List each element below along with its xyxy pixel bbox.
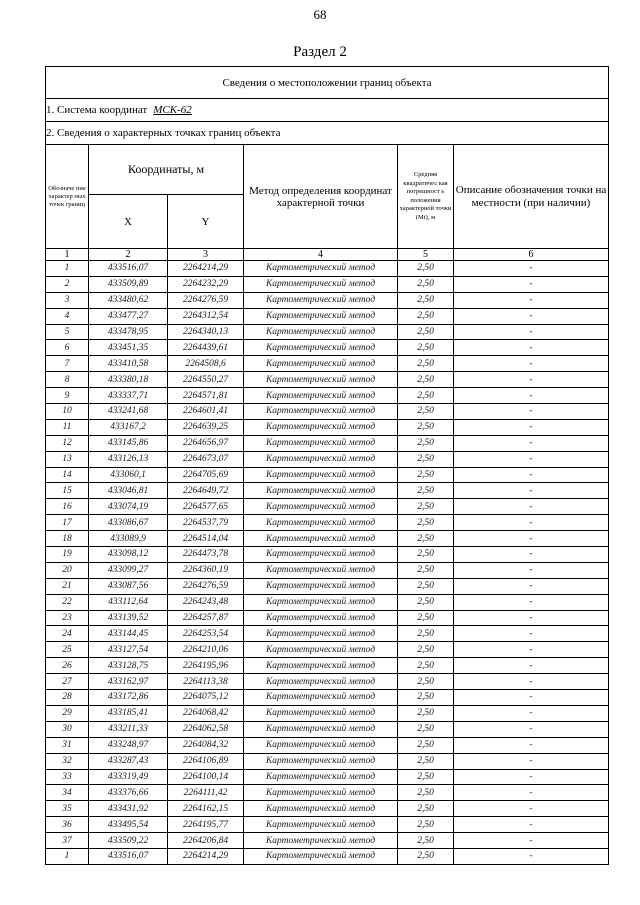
- description-cell: -: [454, 404, 609, 420]
- table-row: [46, 451, 609, 467]
- table-row: [46, 308, 609, 324]
- coordinate-system-label: 1. Система координат: [46, 104, 148, 116]
- accuracy-cell: 2,50: [398, 705, 454, 721]
- y-coordinate-cell: 2264514,04: [168, 531, 244, 547]
- method-cell: Картометрический метод: [244, 801, 398, 817]
- x-coordinate-cell: 433211,33: [89, 721, 168, 737]
- accuracy-cell: 2,50: [398, 435, 454, 451]
- table-row: [46, 324, 609, 340]
- method-cell: Картометрический метод: [244, 817, 398, 833]
- description-cell: -: [454, 547, 609, 563]
- y-coordinate-cell: 2264195,96: [168, 658, 244, 674]
- description-cell: -: [454, 737, 609, 753]
- method-cell: Картометрический метод: [244, 388, 398, 404]
- method-cell: Картометрический метод: [244, 737, 398, 753]
- y-coordinate-cell: 2264111,42: [168, 785, 244, 801]
- point-number-cell: 27: [46, 674, 89, 690]
- x-coordinate-cell: 433046,81: [89, 483, 168, 499]
- table-row: [46, 833, 609, 849]
- x-coordinate-cell: 433139,52: [89, 610, 168, 626]
- coordinate-system-value: МСК-62: [153, 104, 192, 116]
- point-number-cell: 7: [46, 356, 89, 372]
- x-coordinate-cell: 433172,86: [89, 690, 168, 706]
- method-cell: Картометрический метод: [244, 594, 398, 610]
- y-coordinate-cell: 2264084,32: [168, 737, 244, 753]
- y-coordinate-cell: 2264232,29: [168, 276, 244, 292]
- accuracy-cell: 2,50: [398, 690, 454, 706]
- table-row: [46, 547, 609, 563]
- table-row: [46, 610, 609, 626]
- y-coordinate-cell: 2264439,61: [168, 340, 244, 356]
- description-cell: -: [454, 594, 609, 610]
- method-cell: Картометрический метод: [244, 483, 398, 499]
- point-number-cell: 31: [46, 737, 89, 753]
- table-row: [46, 404, 609, 420]
- y-coordinate-cell: 2264210,06: [168, 642, 244, 658]
- accuracy-cell: 2,50: [398, 721, 454, 737]
- point-number-cell: 29: [46, 705, 89, 721]
- method-cell: Картометрический метод: [244, 562, 398, 578]
- header-description: Описание обозначения точки на местности (при наличии): [454, 145, 609, 249]
- y-coordinate-cell: 2264601,41: [168, 404, 244, 420]
- description-cell: -: [454, 308, 609, 324]
- y-coordinate-cell: 2264537,79: [168, 515, 244, 531]
- x-coordinate-cell: 433112,64: [89, 594, 168, 610]
- accuracy-cell: 2,50: [398, 419, 454, 435]
- x-coordinate-cell: 433337,71: [89, 388, 168, 404]
- table-row: [46, 356, 609, 372]
- accuracy-cell: 2,50: [398, 610, 454, 626]
- accuracy-cell: 2,50: [398, 547, 454, 563]
- method-cell: Картометрический метод: [244, 833, 398, 849]
- table-row: [46, 261, 609, 277]
- y-coordinate-cell: 2264473,78: [168, 547, 244, 563]
- table-row: [46, 340, 609, 356]
- accuracy-cell: 2,50: [398, 642, 454, 658]
- method-cell: Картометрический метод: [244, 292, 398, 308]
- x-coordinate-cell: 433128,75: [89, 658, 168, 674]
- x-coordinate-cell: 433185,41: [89, 705, 168, 721]
- table-row: [46, 785, 609, 801]
- method-cell: Картометрический метод: [244, 451, 398, 467]
- point-number-cell: 28: [46, 690, 89, 706]
- accuracy-cell: 2,50: [398, 499, 454, 515]
- point-number-cell: 15: [46, 483, 89, 499]
- y-coordinate-cell: 2264062,58: [168, 721, 244, 737]
- y-coordinate-cell: 2264673,07: [168, 451, 244, 467]
- description-cell: -: [454, 419, 609, 435]
- accuracy-cell: 2,50: [398, 817, 454, 833]
- column-number: 3: [168, 249, 244, 261]
- method-cell: Картометрический метод: [244, 324, 398, 340]
- point-number-cell: 25: [46, 642, 89, 658]
- table-row: [46, 562, 609, 578]
- header-coordinates: Координаты, м: [89, 145, 244, 195]
- accuracy-cell: 2,50: [398, 292, 454, 308]
- method-cell: Картометрический метод: [244, 690, 398, 706]
- point-number-cell: 23: [46, 610, 89, 626]
- table-title: Сведения о местоположении границ объекта: [46, 67, 609, 99]
- accuracy-cell: 2,50: [398, 276, 454, 292]
- y-coordinate-cell: 2264312,54: [168, 308, 244, 324]
- y-coordinate-cell: 2264550,27: [168, 372, 244, 388]
- description-cell: -: [454, 499, 609, 515]
- method-cell: Картометрический метод: [244, 769, 398, 785]
- header-method: Метод определения координат характерной точки: [244, 145, 398, 249]
- table-row: [46, 642, 609, 658]
- description-cell: -: [454, 769, 609, 785]
- description-cell: -: [454, 801, 609, 817]
- column-number: 1: [46, 249, 89, 261]
- table-row: [46, 737, 609, 753]
- header-point-designation: Обозначе ние характер ных точек границ: [46, 145, 89, 249]
- column-number: 5: [398, 249, 454, 261]
- point-number-cell: 26: [46, 658, 89, 674]
- y-coordinate-cell: 2264106,89: [168, 753, 244, 769]
- accuracy-cell: 2,50: [398, 483, 454, 499]
- accuracy-cell: 2,50: [398, 356, 454, 372]
- accuracy-cell: 2,50: [398, 388, 454, 404]
- y-coordinate-cell: 2264253,54: [168, 626, 244, 642]
- description-cell: -: [454, 435, 609, 451]
- method-cell: Картометрический метод: [244, 372, 398, 388]
- description-cell: -: [454, 690, 609, 706]
- table-row: [46, 594, 609, 610]
- y-coordinate-cell: 2264276,59: [168, 578, 244, 594]
- x-coordinate-cell: 433098,12: [89, 547, 168, 563]
- accuracy-cell: 2,50: [398, 594, 454, 610]
- x-coordinate-cell: 433451,35: [89, 340, 168, 356]
- x-coordinate-cell: 433126,13: [89, 451, 168, 467]
- y-coordinate-cell: 2264162,15: [168, 801, 244, 817]
- point-number-cell: 4: [46, 308, 89, 324]
- coordinate-system-row: [46, 99, 609, 122]
- description-cell: -: [454, 372, 609, 388]
- accuracy-cell: 2,50: [398, 658, 454, 674]
- description-cell: -: [454, 451, 609, 467]
- method-cell: Картометрический метод: [244, 610, 398, 626]
- method-cell: Картометрический метод: [244, 261, 398, 277]
- method-cell: Картометрический метод: [244, 467, 398, 483]
- y-coordinate-cell: 2264649,72: [168, 483, 244, 499]
- description-cell: -: [454, 848, 609, 864]
- x-coordinate-cell: 433241,68: [89, 404, 168, 420]
- point-number-cell: 17: [46, 515, 89, 531]
- accuracy-cell: 2,50: [398, 340, 454, 356]
- accuracy-cell: 2,50: [398, 833, 454, 849]
- table-row: [46, 769, 609, 785]
- table-row: [46, 372, 609, 388]
- section-title: Раздел 2: [293, 44, 347, 60]
- method-cell: Картометрический метод: [244, 658, 398, 674]
- y-coordinate-cell: 2264113,38: [168, 674, 244, 690]
- table-row: [46, 578, 609, 594]
- boundary-points-table: [45, 66, 609, 865]
- point-number-cell: 2: [46, 276, 89, 292]
- description-cell: -: [454, 483, 609, 499]
- method-cell: Картометрический метод: [244, 578, 398, 594]
- description-cell: -: [454, 531, 609, 547]
- point-number-cell: 24: [46, 626, 89, 642]
- x-coordinate-cell: 433086,67: [89, 515, 168, 531]
- description-cell: -: [454, 833, 609, 849]
- description-cell: -: [454, 340, 609, 356]
- accuracy-cell: 2,50: [398, 785, 454, 801]
- x-coordinate-cell: 433248,97: [89, 737, 168, 753]
- x-coordinate-cell: 433380,18: [89, 372, 168, 388]
- accuracy-cell: 2,50: [398, 372, 454, 388]
- method-cell: Картометрический метод: [244, 705, 398, 721]
- point-number-cell: 5: [46, 324, 89, 340]
- y-coordinate-cell: 2264075,12: [168, 690, 244, 706]
- accuracy-cell: 2,50: [398, 737, 454, 753]
- x-coordinate-cell: 433287,43: [89, 753, 168, 769]
- x-coordinate-cell: 433516,07: [89, 261, 168, 277]
- description-cell: -: [454, 515, 609, 531]
- description-cell: -: [454, 292, 609, 308]
- point-number-cell: 9: [46, 388, 89, 404]
- x-coordinate-cell: 433516,07: [89, 848, 168, 864]
- method-cell: Картометрический метод: [244, 404, 398, 420]
- accuracy-cell: 2,50: [398, 626, 454, 642]
- point-number-cell: 14: [46, 467, 89, 483]
- method-cell: Картометрический метод: [244, 419, 398, 435]
- description-cell: -: [454, 626, 609, 642]
- point-number-cell: 3: [46, 292, 89, 308]
- x-coordinate-cell: 433089,9: [89, 531, 168, 547]
- point-number-cell: 12: [46, 435, 89, 451]
- method-cell: Картометрический метод: [244, 753, 398, 769]
- point-number-cell: 21: [46, 578, 89, 594]
- y-coordinate-cell: 2264360,19: [168, 562, 244, 578]
- method-cell: Картометрический метод: [244, 356, 398, 372]
- accuracy-cell: 2,50: [398, 467, 454, 483]
- table-row: [46, 499, 609, 515]
- y-coordinate-cell: 2264214,29: [168, 261, 244, 277]
- method-cell: Картометрический метод: [244, 435, 398, 451]
- table-row: [46, 848, 609, 864]
- description-cell: -: [454, 705, 609, 721]
- description-cell: -: [454, 642, 609, 658]
- accuracy-cell: 2,50: [398, 769, 454, 785]
- point-number-cell: 36: [46, 817, 89, 833]
- description-cell: -: [454, 753, 609, 769]
- x-coordinate-cell: 433167,2: [89, 419, 168, 435]
- description-cell: -: [454, 261, 609, 277]
- accuracy-cell: 2,50: [398, 801, 454, 817]
- table-row: [46, 721, 609, 737]
- accuracy-cell: 2,50: [398, 308, 454, 324]
- accuracy-cell: 2,50: [398, 848, 454, 864]
- accuracy-cell: 2,50: [398, 674, 454, 690]
- y-coordinate-cell: 2264214,29: [168, 848, 244, 864]
- y-coordinate-cell: 2264243,48: [168, 594, 244, 610]
- y-coordinate-cell: 2264577,65: [168, 499, 244, 515]
- table-row: [46, 705, 609, 721]
- point-number-cell: 16: [46, 499, 89, 515]
- accuracy-cell: 2,50: [398, 562, 454, 578]
- point-number-cell: 6: [46, 340, 89, 356]
- description-cell: -: [454, 785, 609, 801]
- x-coordinate-cell: 433099,27: [89, 562, 168, 578]
- x-coordinate-cell: 433477,27: [89, 308, 168, 324]
- y-coordinate-cell: 2264340,13: [168, 324, 244, 340]
- method-cell: Картометрический метод: [244, 340, 398, 356]
- column-number: 6: [454, 249, 609, 261]
- point-number-cell: 11: [46, 419, 89, 435]
- y-coordinate-cell: 2264639,25: [168, 419, 244, 435]
- table-row: [46, 515, 609, 531]
- x-coordinate-cell: 433509,89: [89, 276, 168, 292]
- method-cell: Картометрический метод: [244, 785, 398, 801]
- table-row: [46, 531, 609, 547]
- y-coordinate-cell: 2264206,84: [168, 833, 244, 849]
- x-coordinate-cell: 433162,97: [89, 674, 168, 690]
- table-row: [46, 817, 609, 833]
- description-cell: -: [454, 467, 609, 483]
- point-number-cell: 33: [46, 769, 89, 785]
- description-cell: -: [454, 610, 609, 626]
- y-coordinate-cell: 2264508,6: [168, 356, 244, 372]
- method-cell: Картометрический метод: [244, 642, 398, 658]
- description-cell: -: [454, 721, 609, 737]
- table-row: [46, 674, 609, 690]
- accuracy-cell: 2,50: [398, 531, 454, 547]
- method-cell: Картометрический метод: [244, 276, 398, 292]
- method-cell: Картометрический метод: [244, 626, 398, 642]
- x-coordinate-cell: 433410,58: [89, 356, 168, 372]
- table-row: [46, 419, 609, 435]
- method-cell: Картометрический метод: [244, 499, 398, 515]
- accuracy-cell: 2,50: [398, 515, 454, 531]
- column-numbers-row: [46, 249, 609, 261]
- table-row: [46, 388, 609, 404]
- x-coordinate-cell: 433478,95: [89, 324, 168, 340]
- header-accuracy: Средняя квадратичес кая погрешност ь положения характерной точки (Mt), м: [398, 145, 454, 249]
- y-coordinate-cell: 2264656,97: [168, 435, 244, 451]
- y-coordinate-cell: 2264257,87: [168, 610, 244, 626]
- point-number-cell: 19: [46, 547, 89, 563]
- accuracy-cell: 2,50: [398, 578, 454, 594]
- method-cell: Картометрический метод: [244, 721, 398, 737]
- method-cell: Картометрический метод: [244, 531, 398, 547]
- point-number-cell: 37: [46, 833, 89, 849]
- table-row: [46, 690, 609, 706]
- x-coordinate-cell: 433431,92: [89, 801, 168, 817]
- x-coordinate-cell: 433127,54: [89, 642, 168, 658]
- table-row: [46, 753, 609, 769]
- table-row: [46, 658, 609, 674]
- method-cell: Картометрический метод: [244, 308, 398, 324]
- description-cell: -: [454, 658, 609, 674]
- table-row: [46, 276, 609, 292]
- point-number-cell: 18: [46, 531, 89, 547]
- table-row: [46, 626, 609, 642]
- description-cell: -: [454, 276, 609, 292]
- description-cell: -: [454, 388, 609, 404]
- description-cell: -: [454, 578, 609, 594]
- method-cell: Картометрический метод: [244, 848, 398, 864]
- point-number-cell: 13: [46, 451, 89, 467]
- description-cell: -: [454, 817, 609, 833]
- y-coordinate-cell: 2264195,77: [168, 817, 244, 833]
- table-row: [46, 292, 609, 308]
- y-coordinate-cell: 2264068,42: [168, 705, 244, 721]
- point-number-cell: 32: [46, 753, 89, 769]
- point-number-cell: 30: [46, 721, 89, 737]
- header-y: Y: [168, 195, 244, 249]
- x-coordinate-cell: 433480,62: [89, 292, 168, 308]
- method-cell: Картометрический метод: [244, 674, 398, 690]
- x-coordinate-cell: 433145,86: [89, 435, 168, 451]
- method-cell: Картометрический метод: [244, 547, 398, 563]
- point-number-cell: 1: [46, 848, 89, 864]
- x-coordinate-cell: 433509,22: [89, 833, 168, 849]
- accuracy-cell: 2,50: [398, 261, 454, 277]
- y-coordinate-cell: 2264705,69: [168, 467, 244, 483]
- x-coordinate-cell: 433087,56: [89, 578, 168, 594]
- table-row: [46, 467, 609, 483]
- x-coordinate-cell: 433495,54: [89, 817, 168, 833]
- x-coordinate-cell: 433376,66: [89, 785, 168, 801]
- column-number: 4: [244, 249, 398, 261]
- table-row: [46, 435, 609, 451]
- point-number-cell: 20: [46, 562, 89, 578]
- points-section-label: 2. Сведения о характерных точках границ объекта: [46, 122, 609, 145]
- x-coordinate-cell: 433060,1: [89, 467, 168, 483]
- y-coordinate-cell: 2264100,14: [168, 769, 244, 785]
- description-cell: -: [454, 356, 609, 372]
- x-coordinate-cell: 433144,45: [89, 626, 168, 642]
- point-number-cell: 1: [46, 261, 89, 277]
- description-cell: -: [454, 674, 609, 690]
- page-number: 68: [313, 7, 327, 22]
- point-number-cell: 34: [46, 785, 89, 801]
- y-coordinate-cell: 2264276,59: [168, 292, 244, 308]
- point-number-cell: 35: [46, 801, 89, 817]
- method-cell: Картометрический метод: [244, 515, 398, 531]
- description-cell: -: [454, 324, 609, 340]
- point-number-cell: 22: [46, 594, 89, 610]
- accuracy-cell: 2,50: [398, 324, 454, 340]
- accuracy-cell: 2,50: [398, 753, 454, 769]
- description-cell: -: [454, 562, 609, 578]
- header-x: X: [89, 195, 168, 249]
- point-number-cell: 10: [46, 404, 89, 420]
- x-coordinate-cell: 433074,19: [89, 499, 168, 515]
- accuracy-cell: 2,50: [398, 404, 454, 420]
- table-row: [46, 483, 609, 499]
- column-number: 2: [89, 249, 168, 261]
- accuracy-cell: 2,50: [398, 451, 454, 467]
- y-coordinate-cell: 2264571,81: [168, 388, 244, 404]
- point-number-cell: 8: [46, 372, 89, 388]
- x-coordinate-cell: 433319,49: [89, 769, 168, 785]
- table-row: [46, 801, 609, 817]
